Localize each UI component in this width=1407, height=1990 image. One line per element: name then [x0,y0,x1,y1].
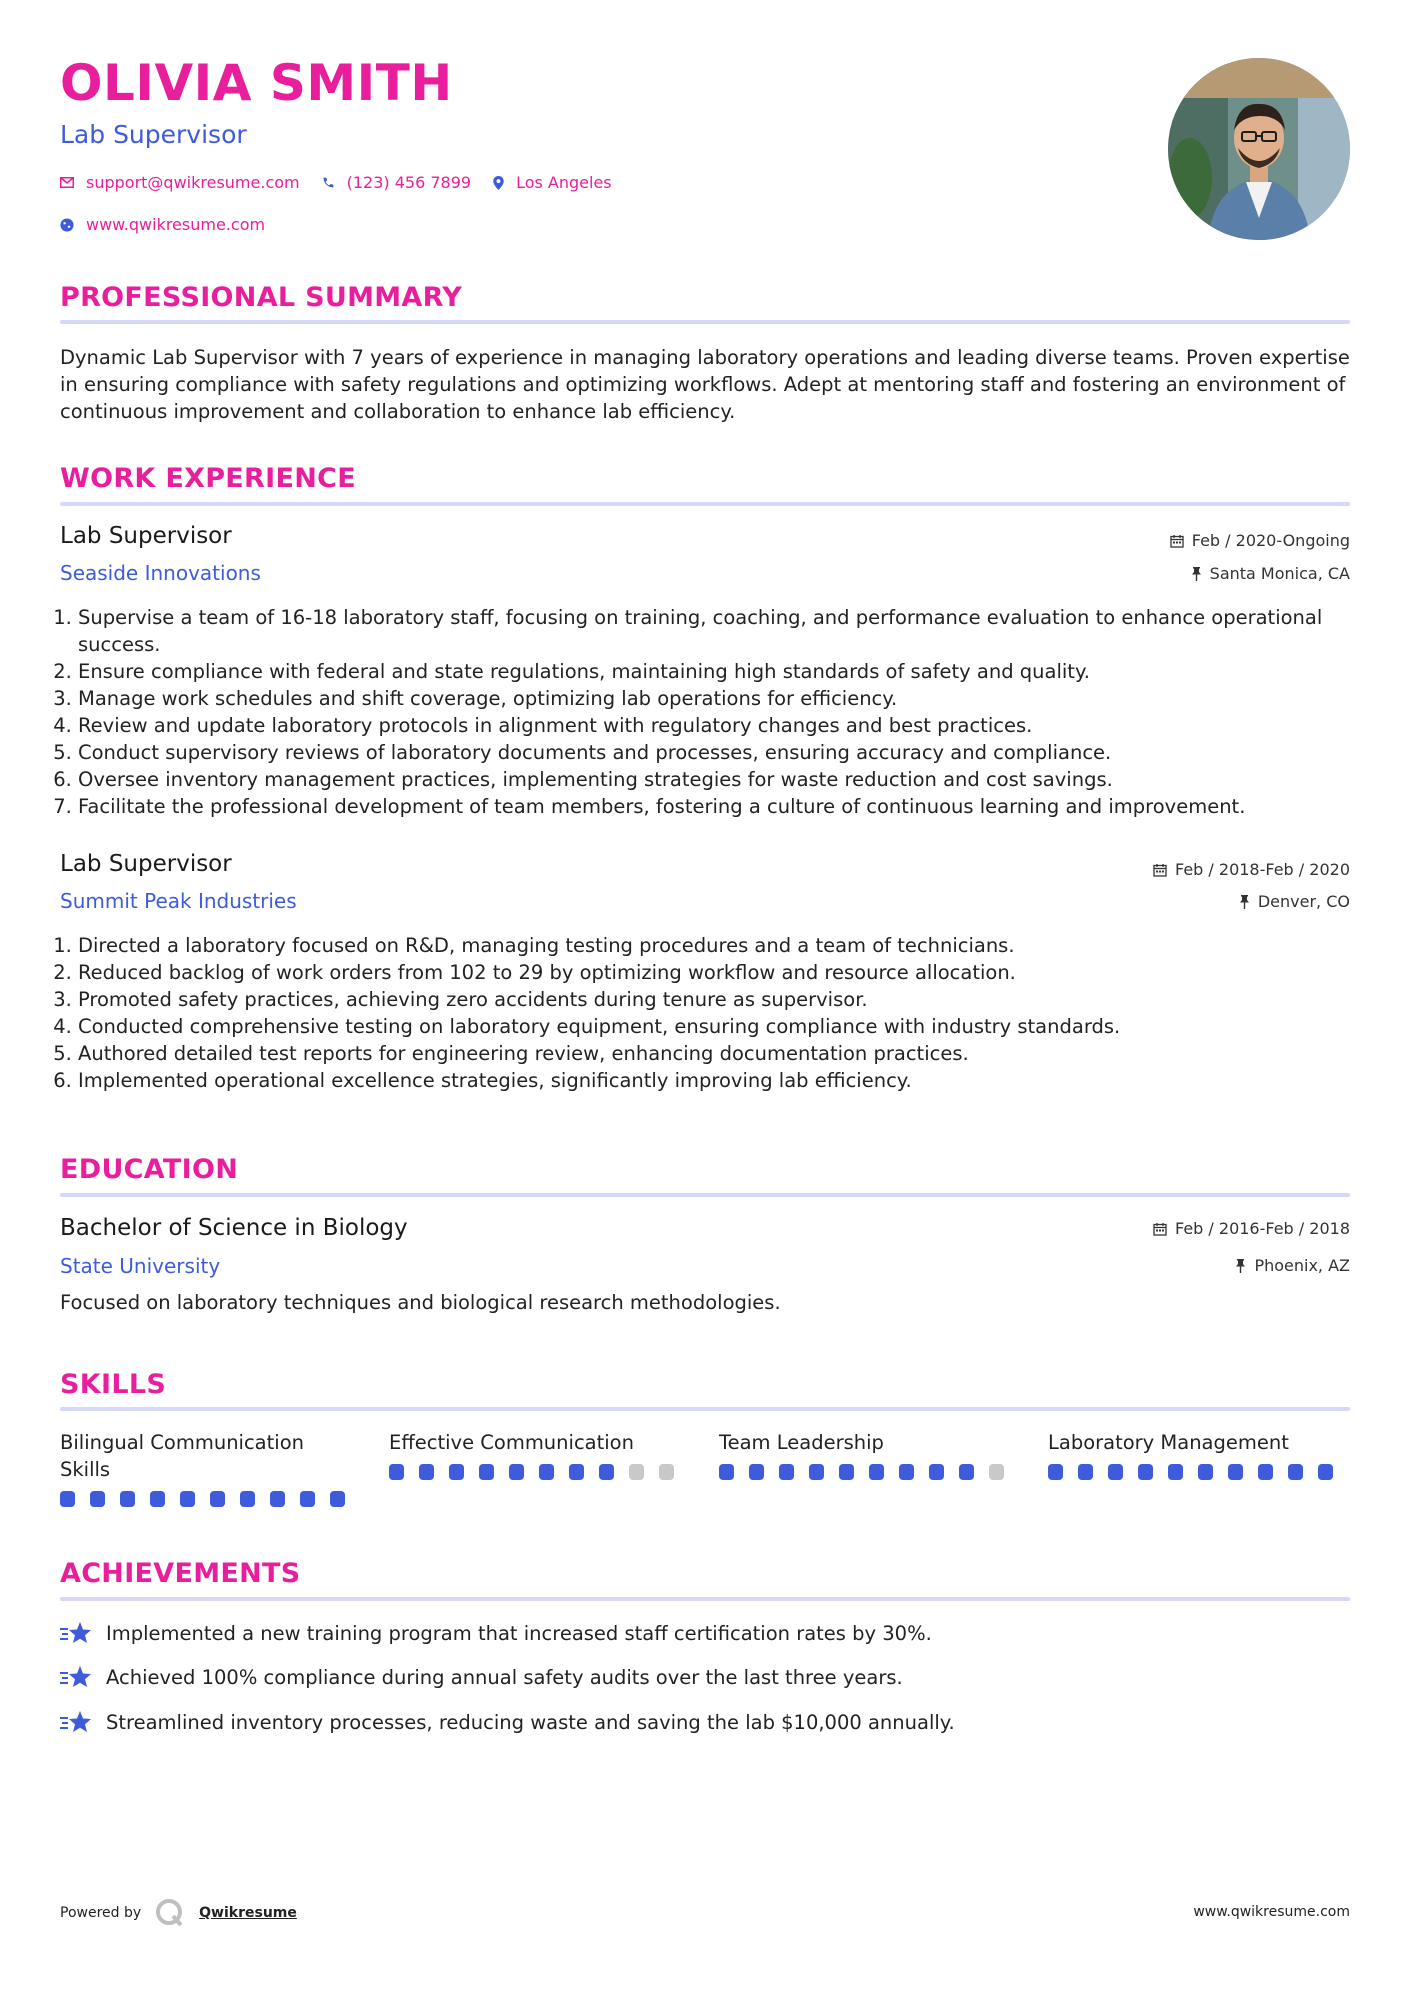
summary-text: Dynamic Lab Supervisor with 7 years of experience in managing laboratory operations and leading diverse teams. Proven expertise in ensuring compliance with safety regulations and optimizing workflows. Adept at mentoring staff and fostering an environment of continuous improvement and collaboration to enhance lab efficiency. [60,346,1350,423]
list-item: 6. Implemented operational excellence strategies, significantly improving lab efficiency. [78,1067,1368,1094]
achievements-divider [60,1597,1350,1601]
job-title: Lab Supervisor [60,523,232,549]
rating-dot-empty [989,1464,1004,1480]
rating-dot-filled [419,1464,434,1480]
skills-heading: SKILLS [60,1369,167,1400]
calendar-icon [1170,534,1184,548]
list-item: 2. Reduced backlog of work orders from 102 to 29 by optimizing workflow and resource allocation. [78,959,1368,986]
list-item: 1. Directed a laboratory focused on R&D, managing testing procedures and a team of technicians. [78,932,1368,959]
rating-dot-filled [120,1491,135,1507]
list-item: 6. Oversee inventory management practices, implementing strategies for waste reduction and cost savings. [78,766,1368,793]
powered-by-label: Powered by [60,1905,142,1921]
rating-dot-filled [389,1464,404,1480]
skill-item [1048,1429,1348,1480]
skill-item [60,1429,360,1507]
candidate-role: Lab Supervisor [60,120,247,149]
rating-dot-filled [240,1491,255,1507]
qwikresume-logo-icon [155,1898,185,1928]
rating-dot-filled [1168,1464,1183,1480]
company-name: Summit Peak Industries [60,889,297,913]
rating-dot-empty [629,1464,644,1480]
degree-title: Bachelor of Science in Biology [60,1215,408,1241]
list-item: 4. Review and update laboratory protocols in alignment with regulatory changes and best practices. [78,712,1368,739]
job-location-text: Denver, CO [1257,892,1350,911]
education-heading: EDUCATION [60,1154,239,1185]
skill-name: Bilingual Communication Skills [60,1431,304,1481]
email-item[interactable] [60,173,300,192]
rating-dot-filled [569,1464,584,1480]
rating-dot-filled [180,1491,195,1507]
footer-powered-by [60,1898,297,1928]
list-item: 1. Supervise a team of 16-18 laboratory staff, focusing on training, coaching, and performance evaluation to enhance operational success. [78,604,1368,658]
rating-dot-filled [300,1491,315,1507]
rating-dot-filled [1198,1464,1213,1480]
rating-dot-filled [270,1491,285,1507]
rating-dot-filled [1258,1464,1273,1480]
rating-dot-filled [809,1464,824,1480]
achievement-text: Implemented a new training program that increased staff certification rates by 30%. [106,1621,932,1645]
job-location-text: Santa Monica, CA [1209,564,1350,583]
list-item: 7. Facilitate the professional development of team members, fostering a culture of continuous learning and improvement. [78,793,1368,820]
skill-item [719,1429,1019,1480]
rating-dot-filled [779,1464,794,1480]
phone-icon [322,176,335,189]
education-divider [60,1193,1350,1197]
rating-dot-filled [330,1491,345,1507]
school-name: State University [60,1254,221,1278]
rating-dot-filled [539,1464,554,1480]
phone-text: (123) 456 7899 [346,173,472,192]
achievement-text: Streamlined inventory processes, reducing waste and saving the lab $10,000 annually. [106,1710,955,1734]
job-dates-text: Feb / 2018-Feb / 2020 [1175,860,1350,879]
pushpin-icon [1239,895,1250,909]
pushpin-icon [1191,567,1202,581]
rating-dot-filled [479,1464,494,1480]
achievements-heading: ACHIEVEMENTS [60,1558,301,1589]
rating-dot-filled [210,1491,225,1507]
company-name: Seaside Innovations [60,561,261,585]
contact-row-1 [60,173,634,192]
star-icon [60,1620,92,1646]
skill-name: Laboratory Management [1048,1431,1289,1454]
job-location [1239,892,1350,911]
skills-divider [60,1407,1350,1411]
list-item: 3. Manage work schedules and shift coverage, optimizing lab operations for efficiency. [78,685,1368,712]
location-text: Los Angeles [516,173,612,192]
rating-dot-filled [599,1464,614,1480]
experience-divider [60,502,1350,506]
rating-dot-filled [719,1464,734,1480]
star-icon [60,1709,92,1735]
rating-dot-filled [90,1491,105,1507]
skill-rating [1048,1464,1348,1480]
pushpin-icon [1235,1259,1246,1273]
rating-dot-filled [1138,1464,1153,1480]
achievement-item [60,1709,955,1735]
rating-dot-filled [150,1491,165,1507]
rating-dot-filled [1078,1464,1093,1480]
job-dates-text: Feb / 2020-Ongoing [1191,531,1350,550]
education-dates [1153,1219,1350,1238]
rating-dot-filled [899,1464,914,1480]
rating-dot-filled [929,1464,944,1480]
summary-heading: PROFESSIONAL SUMMARY [60,282,463,313]
rating-dot-filled [1228,1464,1243,1480]
candidate-name: OLIVIA SMITH [60,54,453,112]
rating-dot-filled [869,1464,884,1480]
rating-dot-filled [1048,1464,1063,1480]
star-icon [60,1664,92,1690]
job-bullets [60,604,1368,820]
rating-dot-empty [659,1464,674,1480]
skill-rating [60,1491,360,1507]
rating-dot-filled [1108,1464,1123,1480]
list-item: 5. Conduct supervisory reviews of laboratory documents and processes, ensuring accuracy and compliance. [78,739,1368,766]
achievement-text: Achieved 100% compliance during annual safety audits over the last three years. [106,1665,903,1689]
rating-dot-filled [449,1464,464,1480]
profile-photo [1168,58,1350,240]
skill-name: Effective Communication [389,1431,634,1454]
skill-item [389,1429,689,1480]
skill-rating [719,1464,1019,1480]
contact-row-2 [60,215,287,234]
job-title: Lab Supervisor [60,851,232,877]
education-dates-text: Feb / 2016-Feb / 2018 [1175,1219,1350,1238]
rating-dot-filled [1288,1464,1303,1480]
education-description: Focused on laboratory techniques and biological research methodologies. [60,1291,781,1314]
brand-link[interactable]: Qwikresume [199,1905,297,1921]
rating-dot-filled [839,1464,854,1480]
rating-dot-filled [60,1491,75,1507]
skill-name: Team Leadership [719,1431,884,1454]
phone-item[interactable] [322,173,471,192]
job-bullets [60,932,1368,1094]
job-dates [1153,860,1350,879]
rating-dot-filled [959,1464,974,1480]
globe-icon [60,218,74,232]
rating-dot-filled [509,1464,524,1480]
envelope-icon [60,177,74,188]
skill-rating [389,1464,689,1480]
job-dates [1170,531,1350,550]
education-location [1235,1256,1350,1275]
list-item: 3. Promoted safety practices, achieving zero accidents during tenure as supervisor. [78,986,1368,1013]
footer-website[interactable]: www.qwikresume.com [1193,1904,1350,1920]
list-item: 4. Conducted comprehensive testing on laboratory equipment, ensuring compliance with industry standards. [78,1013,1368,1040]
calendar-icon [1153,1222,1167,1236]
education-location-text: Phoenix, AZ [1254,1256,1350,1275]
website-item[interactable] [60,215,265,234]
list-item: 5. Authored detailed test reports for engineering review, enhancing documentation practices. [78,1040,1368,1067]
experience-heading: WORK EXPERIENCE [60,463,356,494]
achievement-item [60,1664,903,1690]
rating-dot-filled [749,1464,764,1480]
website-text: www.qwikresume.com [86,215,266,234]
location-item [493,173,612,192]
email-text: support@qwikresume.com [86,173,300,192]
calendar-icon [1153,863,1167,877]
map-pin-icon [493,176,504,190]
job-location [1191,564,1350,583]
summary-divider [60,320,1350,324]
list-item: 2. Ensure compliance with federal and state regulations, maintaining high standards of safety and quality. [78,658,1368,685]
achievement-item [60,1620,932,1646]
rating-dot-filled [1318,1464,1333,1480]
